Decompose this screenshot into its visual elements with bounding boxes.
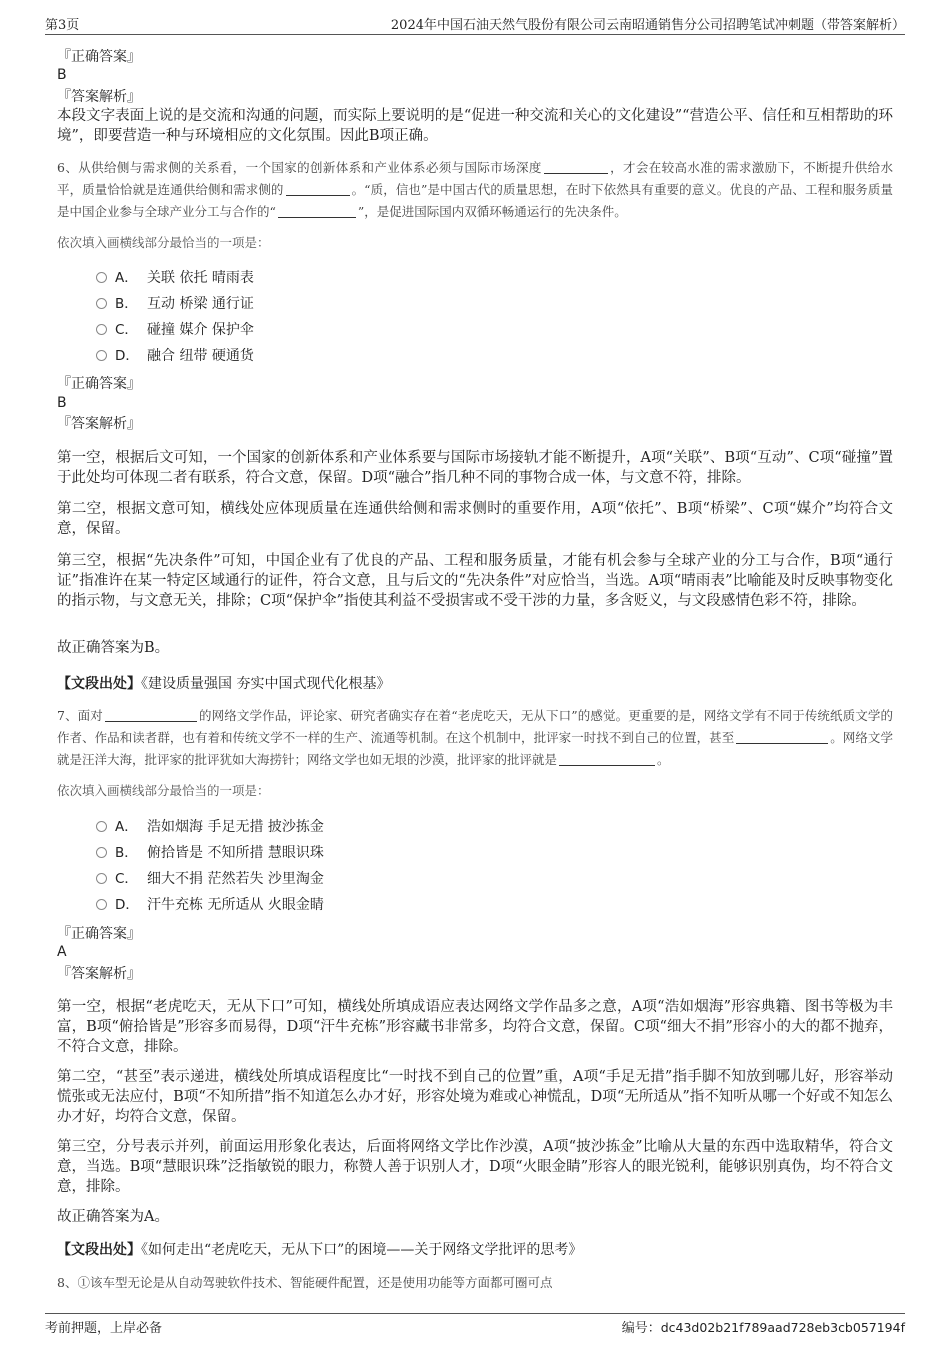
- q6-explanation-1: 第一空，根据后文可知，一个国家的创新体系和产业体系要与国际市场接轨才能不断提升，A项“关联”、B项“互动”、C项“碰撞”置于此处均可体现二者有联系，符合文意，保留。D项“融合”指几种不同的事物合成一体，与文意不符，排除。: [57, 450, 893, 486]
- page-header: [45, 12, 905, 35]
- q7-explanation-2: 第二空，“甚至”表示递进，横线处所填成语程度比“一时找不到自己的位置”重，A项“手足无措”指手脚不知放到哪儿好，形容举动慌张或无法应付，B项“不知所措”指不知道怎么办才好，形容处境为难或心神慌乱，D项“无所适从”指不知听从哪一个好或不知怎么办才好，均符合文意，保留。: [57, 1069, 893, 1125]
- q5-answer-value: B: [57, 67, 67, 83]
- q7-option-a[interactable]: A． 浩如烟海 手足无措 披沙拣金: [96, 817, 324, 837]
- q6-stem: 6、从供给侧与需求侧的关系看，一个国家的创新体系和产业体系必须与国际市场深度 ，才会在较高水准的需求激励下，不断提升供给水平，质量恰恰就是连通供给侧和需求侧的 。“质，信也”是中国古代的质量思想，在时下依然具有重要的意义。优良的产品、工程和服务质量是中国企业参与全球产业分工与合作的“ ”，是促进国际国内双循环畅通运行的先决条件。: [57, 160, 893, 219]
- q8-stem: 8、①该车型无论是从自动驾驶软件技术、智能硬件配置，还是使用功能等方面都可圈可点: [57, 1275, 553, 1290]
- q7-answer-label: 『正确答案』: [57, 926, 141, 942]
- blank-line: [105, 709, 197, 722]
- blank-line: [544, 161, 608, 174]
- radio-icon[interactable]: [96, 899, 107, 910]
- radio-icon[interactable]: [96, 847, 107, 858]
- radio-icon[interactable]: [96, 821, 107, 832]
- q6-explanation-2: 第二空，根据文意可知，横线处应体现质量在连通供给侧和需求侧时的重要作用，A项“依托”、B项“桥梁”、C项“媒介”均符合文意，保留。: [57, 501, 893, 537]
- q5-analysis-text: 本段文字表面上说的是交流和沟通的问题，而实际上要说明的是“促进一种交流和关心的文化建设”“营造公平、信任和互相帮助的环境”，即要营造一种与环境相应的文化氛围。因此B项正确。: [57, 108, 893, 144]
- blank-line: [286, 183, 350, 196]
- q6-option-c[interactable]: C． 碰撞 媒介 保护伞: [96, 320, 254, 340]
- q6-source: 【文段出处】《建设质量强国 夯实中国式现代化根基》: [57, 676, 391, 692]
- q7-explanation-3: 第三空，分号表示并列，前面运用形象化表达，后面将网络文学比作沙漠，A项“披沙拣金”比喻从大量的东西中选取精华，符合文意，当选。B项“慧眼识珠”泛指敏锐的眼力，称赞人善于识别人才，D项“火眼金睛”形容人的眼光锐利，能够识别真伪，均不符合文意，排除。: [57, 1139, 893, 1195]
- radio-icon[interactable]: [96, 873, 107, 884]
- q7-analysis-label: 『答案解析』: [57, 966, 141, 982]
- q7-answer-value: A: [57, 944, 67, 960]
- q7-option-c[interactable]: C． 细大不捐 茫然若失 沙里淘金: [96, 869, 324, 889]
- q6-explanation-3: 第三空，根据“先决条件”可知，中国企业有了优良的产品、工程和服务质量，才能有机会参与全球产业的分工与合作，B项“通行证”指准许在某一特定区域通行的证件，符合文意，且与后文的“先决条件”对应恰当，当选。A项“晴雨表”比喻能及时反映事物变化的指示物，与文意无关，排除；C项“保护伞”指使其利益不受损害或不受干涉的力量，多含贬义，与文段感情色彩不符，排除。: [57, 553, 893, 609]
- q6-instruction: 依次填入画横线部分最恰当的一项是：: [57, 235, 270, 250]
- blank-line: [736, 731, 828, 744]
- q7-instruction: 依次填入画横线部分最恰当的一项是：: [57, 783, 270, 798]
- q5-analysis-label: 『答案解析』: [57, 89, 141, 105]
- blank-line: [278, 205, 356, 218]
- q6-option-a[interactable]: A． 关联 依托 晴雨表: [96, 268, 254, 288]
- radio-icon[interactable]: [96, 298, 107, 309]
- q6-option-b[interactable]: B． 互动 桥梁 通行证: [96, 294, 254, 314]
- q6-explanation-4: 故正确答案为B。: [57, 640, 170, 656]
- document-code: 编号：dc43d02b21f789aad728eb3cb057194f: [621, 1320, 905, 1336]
- blank-line: [559, 753, 655, 766]
- q7-stem: 7、面对 的网络文学作品，评论家、研究者确实存在着“老虎吃天，无从下口”的感觉。更重要的是，网络文学有不同于传统纸质文学的作者、作品和读者群，也有着和传统文学不一样的生产、流通等机制。在这个机制中，批评家一时找不到自己的位置，甚至 。网络文学就是汪洋大海，批评家的批评犹如大海捞针；网络文学也如无垠的沙漠，批评家的批评就是 。: [57, 708, 893, 767]
- q7-explanation-1: 第一空，根据“老虎吃天，无从下口”可知，横线处所填成语应表达网络文学作品多之意，A项“浩如烟海”形容典籍、图书等极为丰富，B项“俯拾皆是”形容多而易得，D项“汗牛充栋”形容藏书非常多，均符合文意，保留。C项“细大不捐”形容小的大的都不抛弃，不符合文意，排除。: [57, 999, 893, 1055]
- q6-answer-value: B: [57, 395, 67, 411]
- q7-source: 【文段出处】《如何走出“老虎吃天，无从下口”的困境——关于网络文学批评的思考》: [57, 1242, 583, 1258]
- radio-icon[interactable]: [96, 350, 107, 361]
- q7-option-d[interactable]: D． 汗牛充栋 无所适从 火眼金睛: [96, 895, 324, 915]
- q6-option-d[interactable]: D． 融合 纽带 硬通货: [96, 346, 254, 366]
- q7-option-b[interactable]: B． 俯拾皆是 不知所措 慧眼识珠: [96, 843, 324, 863]
- page-footer: [45, 1313, 905, 1336]
- q5-answer-label: 『正确答案』: [57, 49, 141, 65]
- page-number: 第3页: [45, 18, 80, 33]
- q7-explanation-4: 故正确答案为A。: [57, 1209, 169, 1225]
- radio-icon[interactable]: [96, 272, 107, 283]
- footer-slogan: 考前押题，上岸必备: [45, 1321, 163, 1336]
- radio-icon[interactable]: [96, 324, 107, 335]
- document-title: 2024年中国石油天然气股份有限公司云南昭通销售分公司招聘笔试冲刺题（带答案解析）: [390, 18, 905, 33]
- q6-answer-label: 『正确答案』: [57, 376, 141, 392]
- q6-analysis-label: 『答案解析』: [57, 416, 141, 432]
